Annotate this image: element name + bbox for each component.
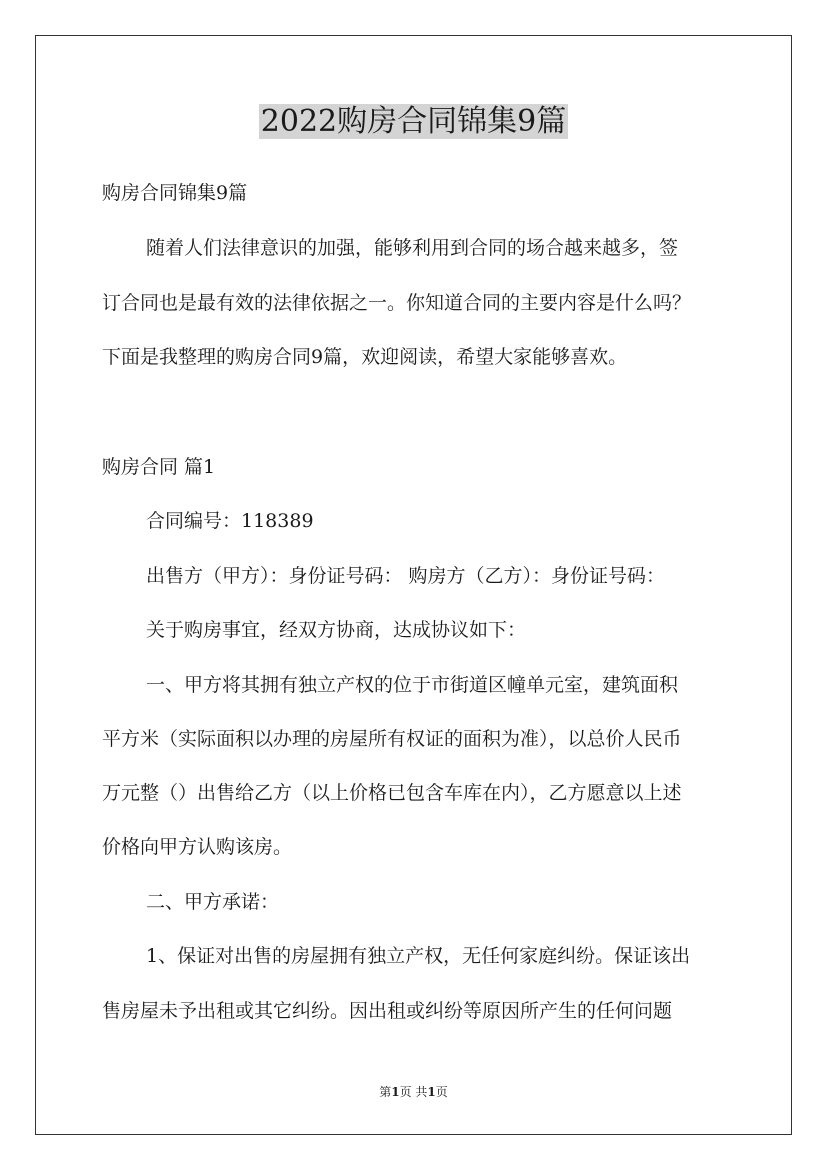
contract-number: 合同编号：118389 <box>146 510 314 532</box>
footer-prefix: 第 <box>379 1085 392 1099</box>
footer-mid: 页 共 <box>399 1085 428 1099</box>
footer-page-total: 1 <box>427 1085 436 1099</box>
document-title: 2022购房合同锦集9篇 <box>260 104 567 139</box>
clause1-line-4: 价格向甲方认购该房。 <box>102 836 293 858</box>
clause2-1-line-2: 售房屋未予出租或其它纠纷。因出租或纠纷等原因所产生的任何问题 <box>102 1000 673 1022</box>
intro-line-2: 订合同也是最有效的法律依据之一。你知道合同的主要内容是什么吗？ <box>102 292 692 314</box>
footer-page-number: 1 <box>391 1085 400 1099</box>
clause1-line-2: 平方米（实际面积以办理的房屋所有权证的面积为准），以总价人民币 <box>102 728 682 750</box>
document-subtitle: 购房合同锦集9篇 <box>102 182 248 204</box>
agreement-intro: 关于购房事宜，经双方协商，达成协议如下： <box>146 619 527 641</box>
clause2-heading: 二、甲方承诺： <box>146 891 280 913</box>
clause1-line-1: 一、甲方将其拥有独立产权的位于市街道区幢单元室，建筑面积 <box>146 674 679 696</box>
clause2-1-line-1: 1、保证对出售的房屋拥有独立产权，无任何家庭纠纷。保证该出 <box>146 945 691 967</box>
parties-line: 出售方（甲方）：身份证号码： 购房方（乙方）：身份证号码： <box>146 565 666 587</box>
clause1-line-3: 万元整（）出售给乙方（以上价格已包含车库在内），乙方愿意以上述 <box>102 782 682 804</box>
document-title-container <box>0 101 827 143</box>
section-heading: 购房合同 篇1 <box>102 456 216 478</box>
intro-line-1: 随着人们法律意识的加强，能够利用到合同的场合越来越多，签 <box>146 237 679 259</box>
footer-suffix: 页 <box>435 1085 448 1099</box>
intro-line-3: 下面是我整理的购房合同9篇，欢迎阅读，希望大家能够喜欢。 <box>102 346 628 368</box>
page-footer <box>0 1084 827 1100</box>
